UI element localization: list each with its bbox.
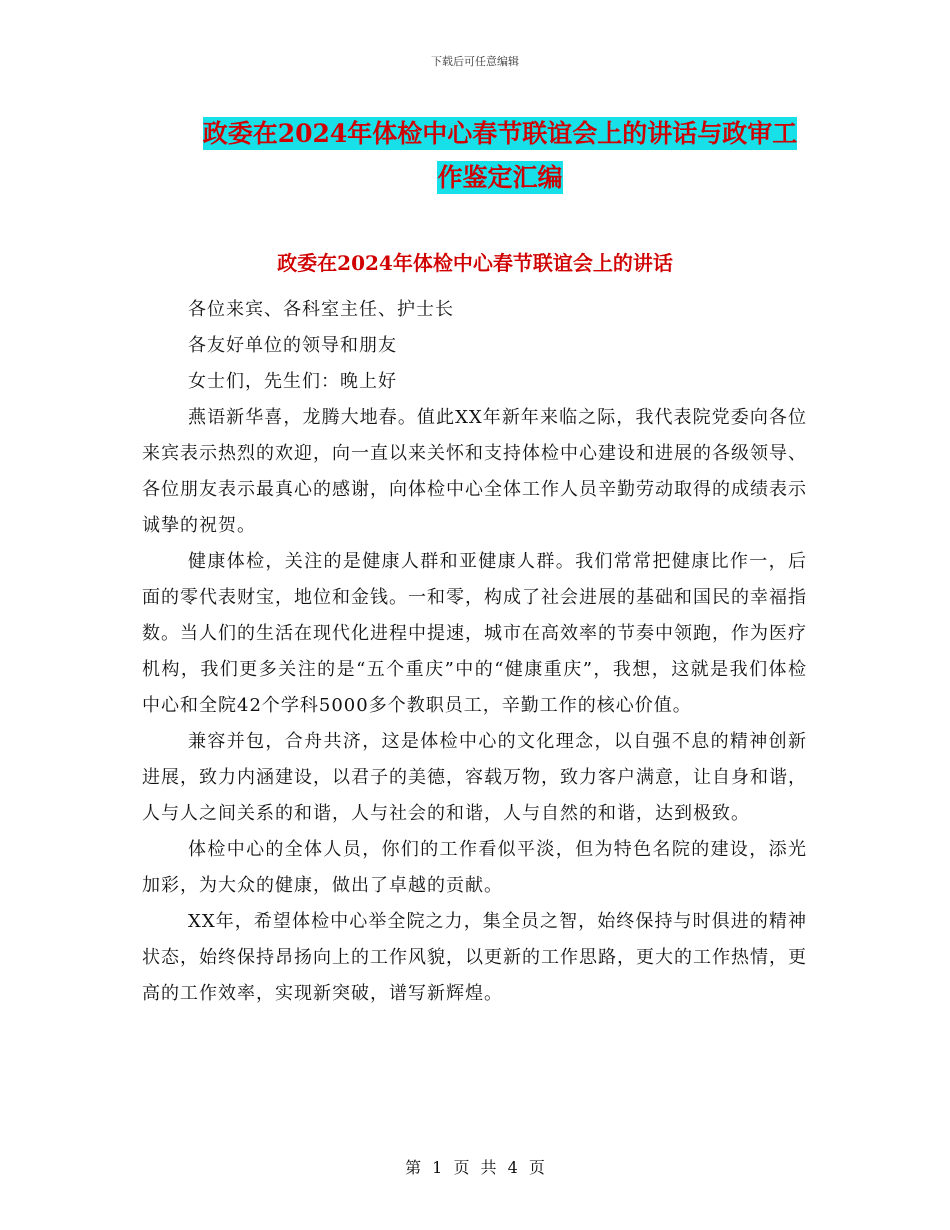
page-number-footer: 第 1 页 共 4 页 xyxy=(405,1158,545,1177)
body-paragraph: 燕语新华喜，龙腾大地春。值此XX年新年来临之际，我代表院党委向各位来宾表示热烈的欢迎，向一直以来关怀和支持体检中心建设和进展的各级领导、各位朋友表示最真心的感谢，向体检中心全体工作人员辛勤劳动取得的成绩表示诚挚的祝贺。 xyxy=(142,407,807,536)
salutation-line: 各位来宾、各科室主任、护士长 xyxy=(188,299,454,320)
body-paragraph: 健康体检，关注的是健康人群和亚健康人群。我们常常把健康比作一，后面的零代表财宝，地位和金钱。一和零，构成了社会进展的基础和国民的幸福指数。当人们的生活在现代化进程中提速，城市在高效率的节奏中领跑，作为医疗机构，我们更多关注的是“五个重庆”中的“健康重庆”，我想，这就是我们体检中心和全院42个学科5000多个教职员工，辛勤工作的核心价值。 xyxy=(142,551,807,716)
body-paragraph: 兼容并包，合舟共济，这是体检中心的文化理念，以自强不息的精神创新进展，致力内涵建设，以君子的美德，容载万物，致力客户满意，让自身和谐，人与人之间关系的和谐，人与社会的和谐，人与自然的和谐，达到极致。 xyxy=(142,731,807,824)
document-title xyxy=(150,112,850,200)
section-title: 政委在2024年体检中心春节联谊会上的讲话 xyxy=(277,251,673,275)
body-paragraph: 体检中心的全体人员，你们的工作看似平淡，但为特色名院的建设，添光加彩，为大众的健康，做出了卓越的贡献。 xyxy=(142,839,807,896)
greeting-line: 女士们，先生们：晚上好 xyxy=(188,371,397,392)
page-header-note: 下载后可任意编辑 xyxy=(431,55,519,68)
salutation-line: 各友好单位的领导和朋友 xyxy=(188,335,397,356)
body-paragraph: XX年，希望体检中心举全院之力，集全员之智，始终保持与时俱进的精神状态，始终保持昂扬向上的工作风貌，以更新的工作思路，更大的工作热情，更高的工作效率，实现新突破，谱写新辉煌。 xyxy=(142,911,807,1004)
speech-body xyxy=(142,292,807,1012)
document-title-line-1: 政委在2024年体检中心春节联谊会上的讲话与政审工 xyxy=(202,119,798,148)
document-title-line-2: 作鉴定汇编 xyxy=(437,163,563,192)
